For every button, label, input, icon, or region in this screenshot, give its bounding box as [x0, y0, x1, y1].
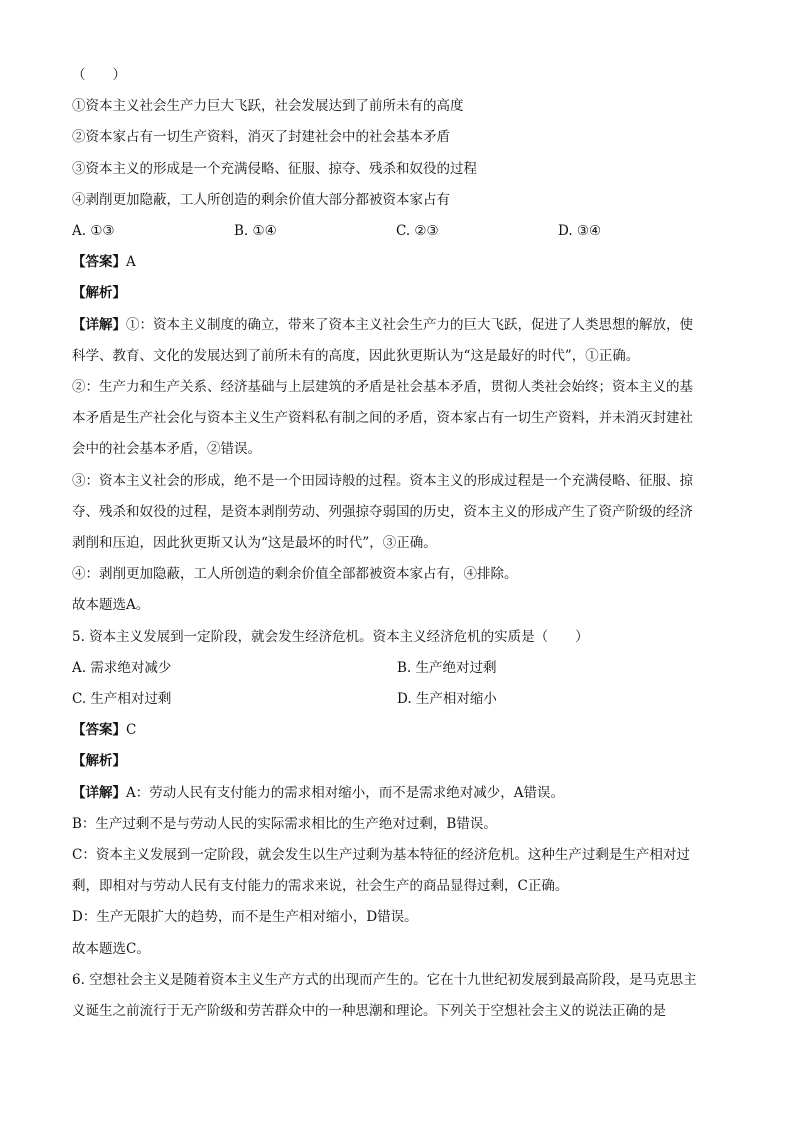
detail-label: 【详解】 — [72, 784, 126, 801]
q5-options-row-1 — [72, 653, 722, 684]
answer-value: C — [126, 722, 137, 739]
q4-option-c: C. ②③ — [396, 223, 439, 240]
q5-answer — [72, 715, 722, 746]
answer-value: A — [126, 254, 136, 271]
q4-detail-line-8: 剥削和压迫，因此狄更斯又认为“这是最坏的时代”，③正确。 — [72, 535, 437, 552]
q4-options — [72, 216, 722, 247]
q4-detail-line-9: ④：剥削更加隐蔽，工人所创造的剩余价值全部都被资本家占有，④排除。 — [72, 566, 518, 583]
q5-analysis-label: 【解析】 — [72, 753, 126, 770]
q5-option-b: B. 生产绝对过剩 — [397, 659, 497, 676]
q4-option-b: B. ①④ — [234, 223, 277, 240]
document-page — [72, 60, 722, 1027]
q4-detail-line-6: ③：资本主义社会的形成，绝不是一个田园诗般的过程。资本主义的形成过程是一个充满侵略、征服、掠 — [72, 472, 693, 489]
q4-detail-line-5: 会中的社会基本矛盾，②错误。 — [72, 441, 261, 458]
q5-detail-line-5: D：生产无限扩大的趋势，而不是生产相对缩小，D错误。 — [72, 909, 418, 926]
q5-option-a: A. 需求绝对减少 — [72, 659, 172, 676]
answer-label: 【答案】 — [72, 722, 126, 739]
q4-detail-line-7: 夺、残杀和奴役的过程，是资本剥削劳动、列强掠夺弱国的历史，资本主义的形成产生了资产阶级的经济 — [72, 503, 693, 520]
q5-options-row-2 — [72, 684, 722, 715]
answer-label: 【答案】 — [72, 254, 126, 271]
q4-analysis-label: 【解析】 — [72, 285, 126, 302]
q4-statement-2: ②资本家占有一切生产资料，消灭了封建社会中的社会基本矛盾 — [72, 129, 450, 146]
q5-detail-line-2: B：生产过剩不是与劳动人民的实际需求相比的生产绝对过剩，B错误。 — [72, 815, 497, 832]
q5-detail-line-4: 剩，即相对与劳动人民有支付能力的需求来说，社会生产的商品显得过剩，C正确。 — [72, 878, 569, 895]
q4-conclusion: 故本题选A。 — [72, 597, 150, 614]
q4-detail-line-3: ②：生产力和生产关系、经济基础与上层建筑的矛盾是社会基本矛盾，贯彻人类社会始终；资本主义的基 — [72, 379, 693, 396]
q4-detail-line-1: 【详解】①：资本主义制度的确立，带来了资本主义社会生产力的巨大飞跃，促进了人类思想的解放，使 — [72, 316, 693, 333]
q5-detail-line-1: 【详解】A：劳动人民有支付能力的需求相对缩小，而不是需求绝对减少，A错误。 — [72, 784, 564, 801]
question-5-stem: 5. 资本主义发展到一定阶段，就会发生经济危机。资本主义经济危机的实质是（ ） — [72, 628, 589, 645]
q4-statement-4: ④剥削更加隐蔽，工人所创造的剩余价值大部分都被资本家占有 — [72, 191, 450, 208]
q4-statement-3: ③资本主义的形成是一个充满侵略、征服、掠夺、残杀和奴役的过程 — [72, 160, 477, 177]
q4-statement-1: ①资本主义社会生产力巨大飞跃，社会发展达到了前所未有的高度 — [72, 98, 464, 115]
q5-detail-line-3: C：资本主义发展到一定阶段，就会发生以生产过剩为基本特征的经济危机。这种生产过剩是生产相对过 — [72, 847, 690, 864]
q4-answer — [72, 247, 722, 278]
q4-option-d: D. ③④ — [558, 223, 602, 240]
q5-option-d: D. 生产相对缩小 — [397, 691, 497, 708]
detail-label: 【详解】 — [72, 316, 126, 333]
q5-conclusion: 故本题选C。 — [72, 940, 150, 957]
q4-detail-line-4: 本矛盾是生产社会化与资本主义生产资料私有制之间的矛盾，资本家占有一切生产资料，并未消灭封建社 — [72, 410, 693, 427]
question-6-stem-line-2: 义诞生之前流行于无产阶级和劳苦群众中的一种思潮和理论。下列关于空想社会主义的说法正确的是 — [72, 1003, 666, 1020]
q5-option-c: C. 生产相对过剩 — [72, 691, 172, 708]
question-4-stem-end: （ ） — [72, 67, 126, 83]
q4-detail-line-2: 科学、教育、文化的发展达到了前所未有的高度，因此狄更斯认为“这是最好的时代”，①正确。 — [72, 347, 640, 364]
question-6-stem-line-1: 6. 空想社会主义是随着资本主义生产方式的出现而产生的。它在十九世纪初发展到最高阶段，是马克思主 — [72, 971, 697, 988]
q4-option-a: A. ①③ — [72, 223, 115, 240]
